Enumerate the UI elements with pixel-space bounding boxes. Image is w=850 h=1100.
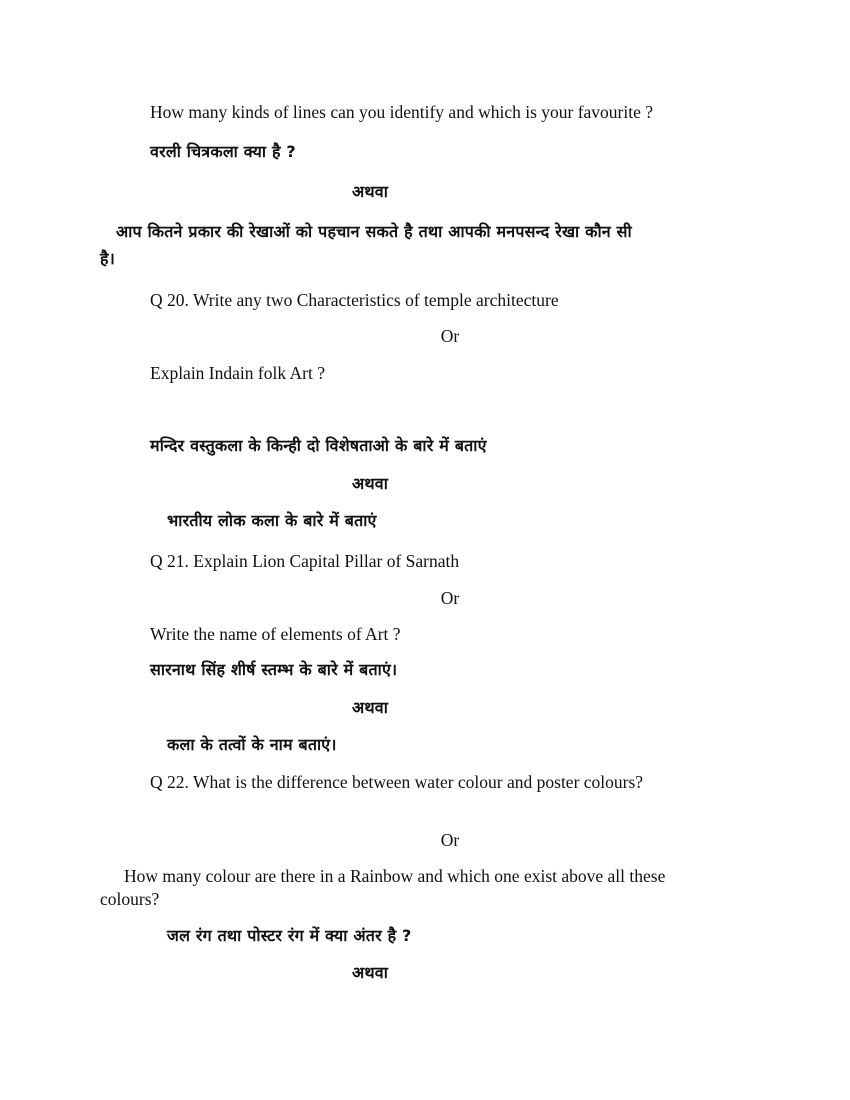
- q22-english-alternative-line1: How many colour are there in a Rainbow and which one exist above all these: [124, 866, 666, 886]
- q22-english-alternative-line2: colours?: [100, 889, 160, 909]
- q20-hindi-question: मन्दिर वस्तुकला के किन्ही दो विशेषताओ के बारे में बताएं: [150, 436, 487, 455]
- q20-english-or: Or: [440, 326, 460, 346]
- q21-hindi-question: सारनाथ सिंह शीर्ष स्तम्भ के बारे में बताएं।: [150, 660, 398, 679]
- q19-english-alternative: How many kinds of lines can you identify and which is your favourite ?: [150, 102, 654, 122]
- q20-english-question: Q 20. Write any two Characteristics of temple architecture: [150, 290, 559, 310]
- q22-hindi-question: जल रंग तथा पोस्टर रंग में क्या अंतर है ?: [167, 926, 412, 945]
- q21-english-alternative: Write the name of elements of Art ?: [150, 624, 401, 644]
- q19-hindi-alternative-line1: आप कितने प्रकार की रेखाओं को पहचान सकते है तथा आपकी मनपसन्द रेखा कौन सी: [116, 222, 632, 241]
- q21-hindi-alternative: कला के तत्वों के नाम बताएं।: [167, 735, 337, 754]
- q21-english-or: Or: [440, 588, 460, 608]
- q21-hindi-or: अथवा: [351, 698, 389, 717]
- q20-hindi-or: अथवा: [351, 474, 389, 493]
- q20-english-alternative: Explain Indain folk Art ?: [150, 363, 325, 383]
- q21-english-question: Q 21. Explain Lion Capital Pillar of Sarnath: [150, 551, 460, 571]
- q20-hindi-alternative: भारतीय लोक कला के बारे में बताएं: [167, 511, 377, 530]
- q22-hindi-or: अथवा: [351, 963, 389, 982]
- q22-english-or: Or: [440, 830, 460, 850]
- q19-hindi-alternative-line2: है।: [100, 249, 115, 268]
- q22-english-question: Q 22. What is the difference between water colour and poster colours?: [150, 772, 644, 792]
- q19-hindi-question: वरली चित्रकला क्या है ?: [150, 142, 296, 161]
- q19-hindi-or: अथवा: [351, 182, 389, 201]
